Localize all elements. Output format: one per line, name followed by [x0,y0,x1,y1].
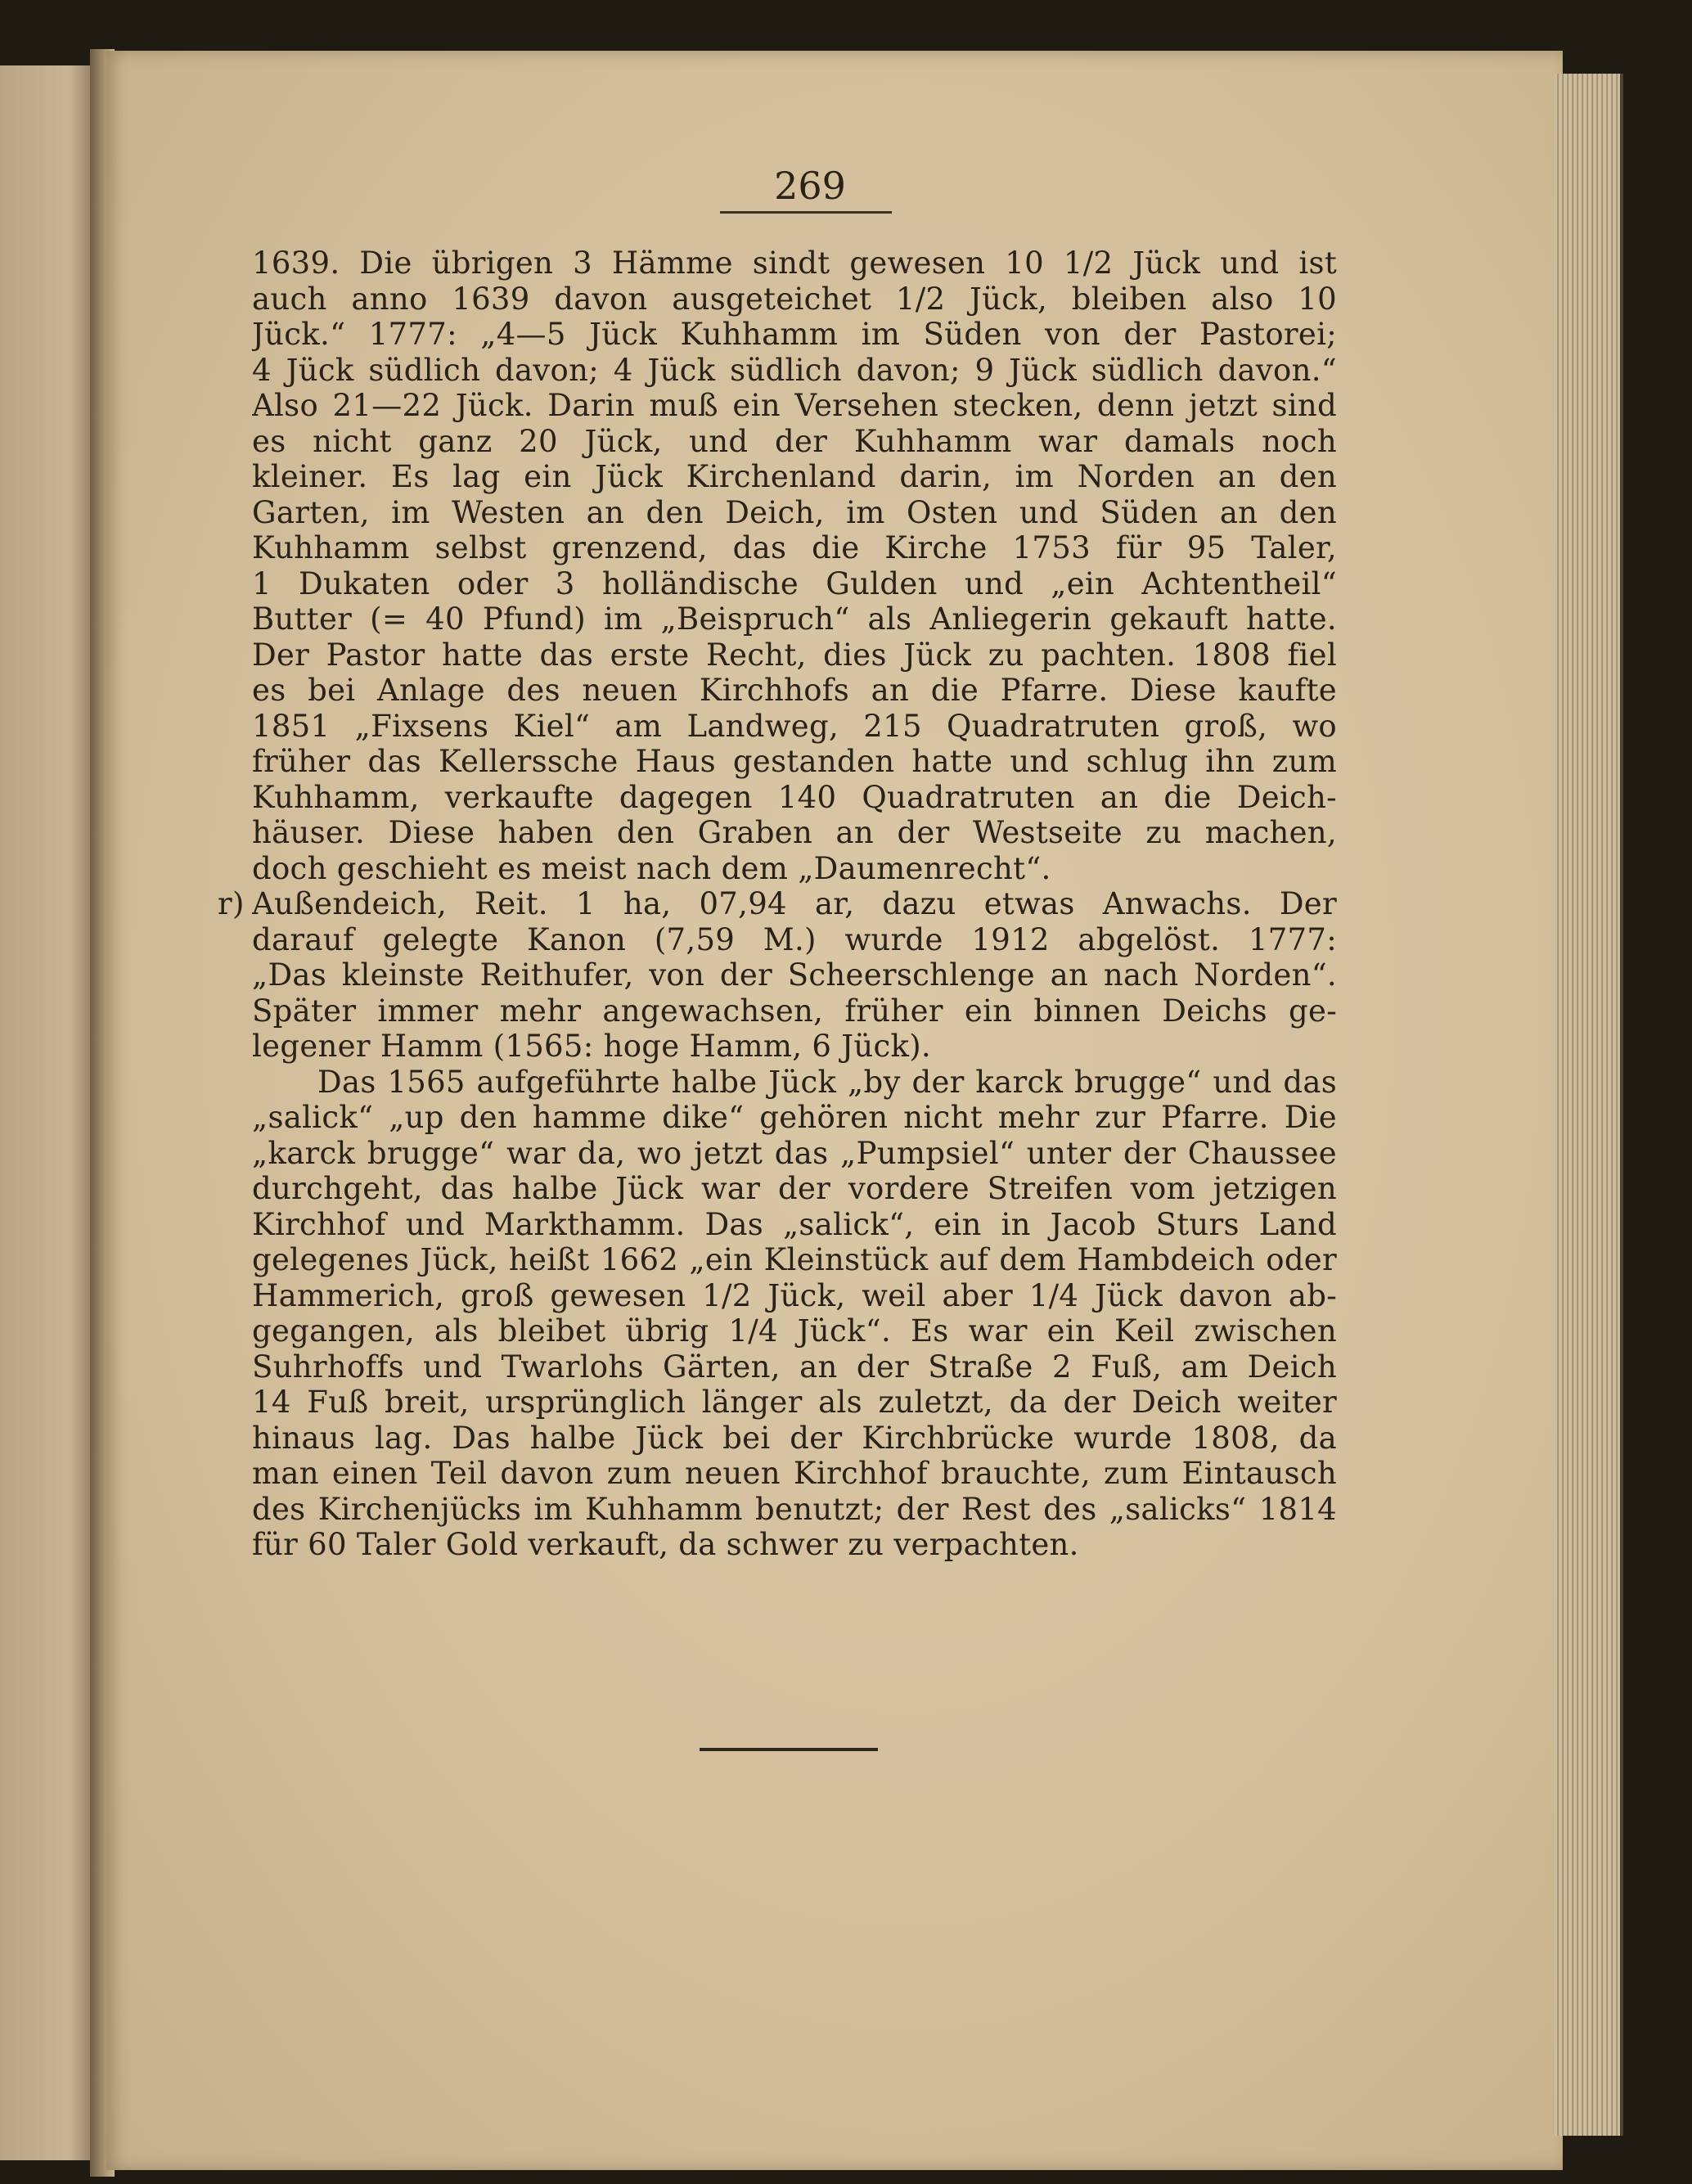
text-line: 1639. Die übrigen 3 Hämme sindt gewesen 10 1/2 Jück und ist [252,245,1337,281]
text-line: Der Pastor hatte das erste Recht, dies Jück zu pachten. 1808 fiel [252,637,1337,673]
text-line: häuser. Diese haben den Graben an der Westseite zu machen, [252,815,1337,850]
text-line: 1 Dukaten oder 3 holländische Gulden und „ein Achtentheil“ [252,565,1337,601]
text-line: hinaus lag. Das halbe Jück bei der Kirchbrücke wurde 1808, da [252,1420,1337,1456]
text-line: Kuhhamm selbst grenzend, das die Kirche 1753 für 95 Taler, [252,530,1337,565]
text-line: 14 Fuß breit, ursprünglich länger als zuletzt, da der Deich weiter [252,1385,1337,1420]
left-page-edge [0,65,98,2160]
text-line: man einen Teil davon zum neuen Kirchhof brauchte, zum Eintausch [252,1456,1337,1491]
text-line: Kuhhamm, verkaufte dagegen 140 Quadratruten an die Deich- [252,779,1337,815]
text-line: gegangen, als bleibet übrig 1/4 Jück“. Es war ein Keil zwischen [252,1313,1337,1349]
page-number: 269 [774,164,846,208]
text-line: des Kirchenjücks im Kuhhamm benutzt; der Rest des „salicks“ 1814 [252,1491,1337,1527]
text-line: Also 21—22 Jück. Darin muß ein Versehen stecken, denn jetzt sind [252,388,1337,423]
text-line: früher das Kellerssche Haus gestanden hatte und schlug ihn zum [252,744,1337,779]
text-line: Jück.“ 1777: „4—5 Jück Kuhhamm im Süden von der Pastorei; [252,317,1337,352]
text-line: „salick“ „up den hamme dike“ gehören nicht mehr zur Pfarre. Die [252,1100,1337,1135]
text-line: Kirchhof und Markthamm. Das „salick“, ein in Jacob Sturs Land [252,1206,1337,1242]
list-item-r [218,886,1337,1065]
text-line: Butter (= 40 Pfund) im „Beispruch“ als Anliegerin gekauft hatte. [252,601,1337,637]
text-line: doch geschieht es meist nach dem „Daumenrecht“. [252,850,1051,886]
text-line: Außendeich, Reit. 1 ha, 07,94 ar, dazu etwas Anwachs. Der [252,886,1337,921]
text-line: Garten, im Westen an den Deich, im Osten und Süden an den [252,494,1337,530]
text-line: „karck brugge“ war da, wo jetzt das „Pumpsiel“ unter der Chaussee [252,1135,1337,1171]
text-line: Später immer mehr angewachsen, früher ein binnen Deichs ge- [252,993,1337,1029]
paragraph-2 [252,1065,1337,1563]
text-line: Suhrhoffs und Twarlohs Gärten, an der Straße 2 Fuß, am Deich [252,1349,1337,1385]
text-line: legener Hamm (1565: hoge Hamm, 6 Jück). [252,1029,932,1064]
paragraph-1 [252,245,1337,886]
text-line: es bei Anlage des neuen Kirchhofs an die Pfarre. Diese kaufte [252,673,1337,708]
text-line: Das 1565 aufgeführte halbe Jück „by der karck brugge“ und das [317,1064,1337,1100]
text-line: für 60 Taler Gold verkauft, da schwer zu verpachten. [252,1527,1079,1562]
text-line: 4 Jück südlich davon; 4 Jück südlich davon; 9 Jück südlich davon.“ [252,352,1337,388]
text-line: kleiner. Es lag ein Jück Kirchenland darin, im Norden an den [252,459,1337,494]
body-text [218,245,1337,1563]
text-line: gelegenes Jück, heißt 1662 „ein Kleinstück auf dem Hambdeich oder [252,1242,1337,1277]
text-line: Hammerich, groß gewesen 1/2 Jück, weil aber 1/4 Jück davon ab- [252,1277,1337,1313]
page-stack-edges [1555,74,1623,2136]
text-line: es nicht ganz 20 Jück, und der Kuhhamm war damals noch [252,423,1337,459]
section-end-rule [700,1748,878,1751]
text-line: darauf gelegte Kanon (7,59 M.) wurde 1912 abgelöst. 1777: [252,921,1337,957]
text-line: auch anno 1639 davon ausgeteichet 1/2 Jück, bleiben also 10 [252,281,1337,317]
text-line: 1851 „Fixsens Kiel“ am Landweg, 215 Quadratruten groß, wo [252,708,1337,744]
page-number-rule [720,211,892,214]
text-line: „Das kleinste Reithufer, von der Scheerschlenge an nach Norden“. [252,957,1337,993]
text-line: durchgeht, das halbe Jück war der vordere Streifen vom jetzigen [252,1171,1337,1206]
list-marker: r) [218,886,245,921]
